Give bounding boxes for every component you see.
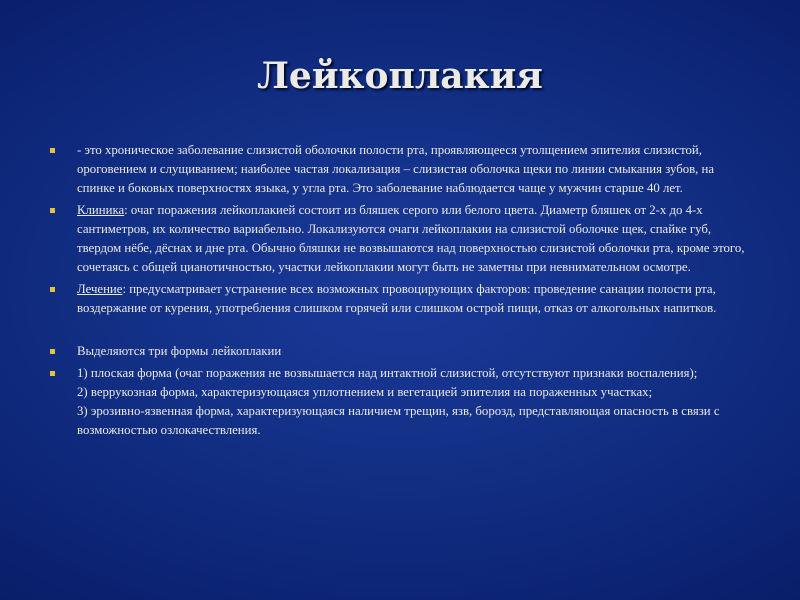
form-line-verrucous: 2) веррукозная форма, характеризующаяся уплотнением и вегетацией эпителия на пораженных участках; [77,385,653,399]
slide-title: Лейкоплакия [257,55,543,97]
treatment-text: : предусматривает устранение всех возможных провоцирующих факторов: проведение санации полости рта, воздержание от курения, употребления слишком горячей или слишком острой пищи, отказ от алкогольных напитков. [77,282,717,315]
list-item-forms-heading [50,342,755,361]
square-bullet-icon [50,371,55,376]
bullet-list [50,141,755,440]
form-line-flat: 1) плоская форма (очаг поражения не возвышается над интактной слизистой, отсутствуют признаки воспаления); [77,366,698,380]
clinic-term: Клиника [77,203,125,217]
list-item-clinic [50,201,755,277]
form-line-erosive: 3) эрозивно-язвенная форма, характеризующаяся наличием трещин, язв, борозд, представляющая опасность в связи с возможностью озлокачествления. [77,404,720,437]
clinic-text: : очаг поражения лейкоплакией состоит из бляшек серого или белого цвета. Диаметр бляшек от 2-х до 4-х сантиметров, их количество вариабельно. Локализуются очаги лейкоплакии на слизистой оболочке щек, спайке губ, твердом нёбе, дёснах и дне рта. Обычно бляшки не возвышаются над поверхностью слизистой оболочки рта, кроме этого, сочетаясь с общей цианотичностью, участки лейкоплакии могут быть не заметны при невнимательном осмотре. [77,203,745,274]
definition-text: - это хроническое заболевание слизистой оболочки полости рта, проявляющееся утолщением эпителия слизистой, ороговением и слущиванием; наиболее частая локализация – слизистая оболочка щеки по линии смыкания зубов, на спинке и боковых поверхностях языка, у угла рта. Это заболевание наблюдается чаще у мужчин старше 40 лет. [77,143,715,195]
square-bullet-icon [50,208,55,213]
forms-heading-text: Выделяются три формы лейкоплакии [77,344,282,358]
square-bullet-icon [50,148,55,153]
list-item-forms [50,364,755,440]
square-bullet-icon [50,349,55,354]
list-item-definition [50,141,755,198]
square-bullet-icon [50,287,55,292]
treatment-term: Лечение [77,282,123,296]
list-item-treatment [50,280,755,318]
